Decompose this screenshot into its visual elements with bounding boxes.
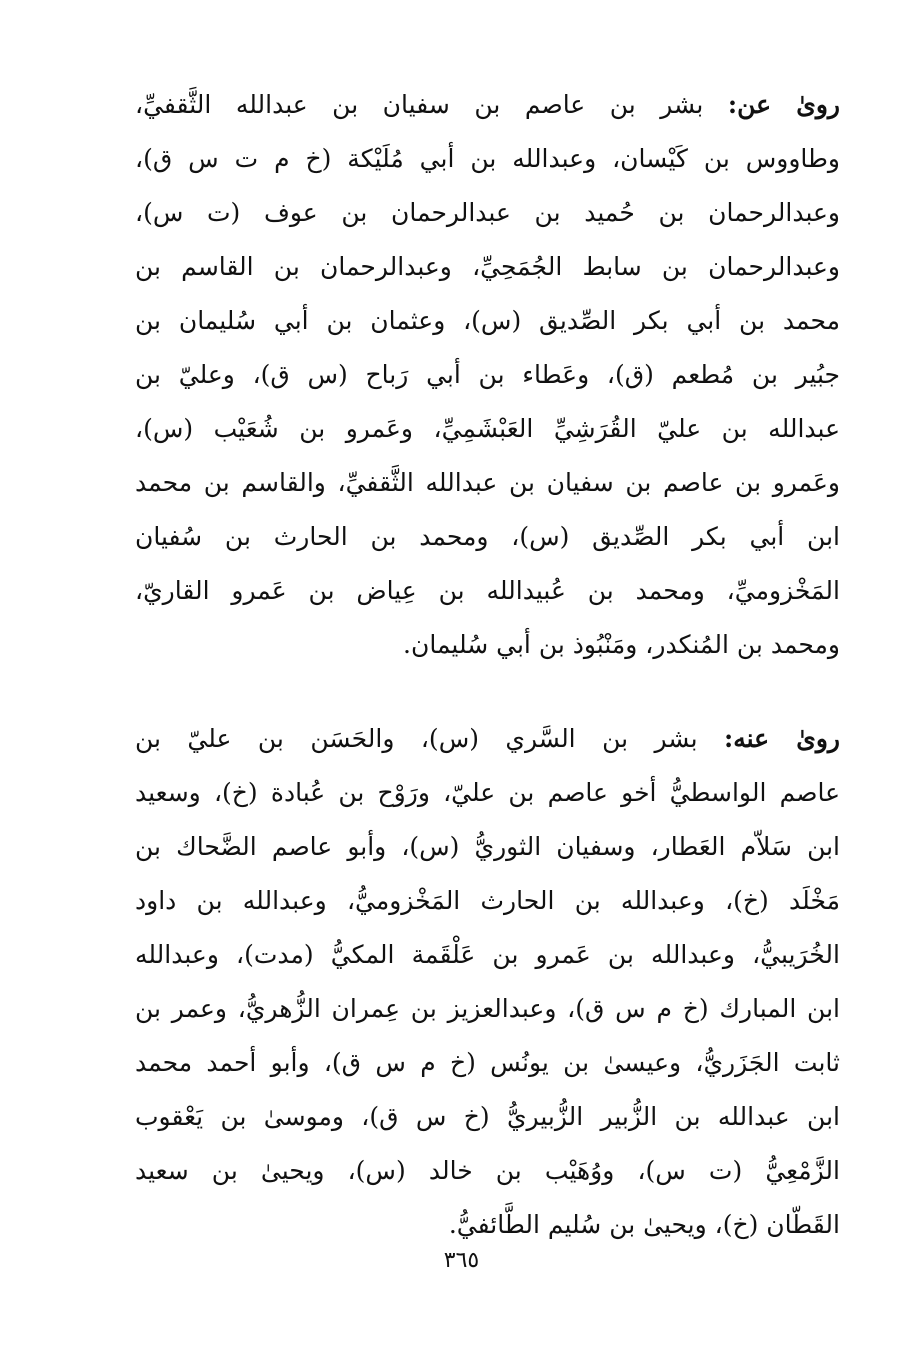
text-line: ومحمد بن المُنكدر، ومَنْبُوذ بن أبي سُليمان.: [403, 630, 840, 659]
text-line: الزَّمْعِيُّ (ت س)، ووُهَيْب بن خالد (س)، ويحيىٰ بن سعيد: [135, 1156, 840, 1185]
narrated-by-paragraph: [135, 712, 840, 1252]
text-line: مَخْلَد (خ)، وعبدالله بن الحارث المَخْزوميُّ، وعبدالله بن داود: [135, 886, 840, 915]
text-line: محمد بن أبي بكر الصِّديق (س)، وعثمان بن أبي سُليمان بن: [135, 306, 840, 335]
text-line: جبُير بن مُطعم (ق)، وعَطاء بن أبي رَباح (س ق)، وعليّ بن: [135, 360, 840, 389]
line-text: بشر بن عاصم بن سفيان بن عبدالله الثَّقفيِّ،: [135, 90, 704, 119]
text-line: عاصم الواسطيُّ أخو عاصم بن عليّ، ورَوْح بن عُبادة (خ)، وسعيد: [135, 778, 840, 807]
text-line: المَخْزوميِّ، ومحمد بن عُبيدالله بن عِياض بن عَمرو القاريّ،: [135, 576, 840, 605]
page-number: ٣٦٥: [443, 1248, 480, 1273]
text-line: الخُرَيبيُّ، وعبدالله بن عَمرو بن عَلْقَمة المكيُّ (مدت)، وعبدالله: [135, 940, 840, 969]
text-line: ابن المبارك (خ م س ق)، وعبدالعزيز بن عِمران الزُّهريُّ، وعمر بن: [135, 994, 840, 1023]
text-line: ابن أبي بكر الصِّديق (س)، ومحمد بن الحارث بن سُفيان: [135, 522, 840, 551]
line-text: بشر بن السَّري (س)، والحَسَن بن عليّ بن: [135, 724, 698, 753]
text-line: وعبدالرحمان بن حُميد بن عبدالرحمان بن عوف (ت س)،: [135, 198, 840, 227]
narrated-by-heading: روىٰ عنه:: [724, 724, 841, 753]
text-line: [135, 78, 840, 132]
text-line: ثابت الجَزَريُّ، وعيسىٰ بن يونُس (خ م س ق)، وأبو أحمد محمد: [135, 1048, 840, 1077]
narrated-from-heading: روىٰ عن:: [727, 90, 841, 119]
text-line: القَطّان (خ)، ويحيىٰ بن سُليم الطَّائفيُّ.: [448, 1210, 840, 1239]
text-line: وطاووس بن كَيْسان، وعبدالله بن أبي مُلَيْكة (خ م ت س ق)،: [135, 144, 840, 173]
text-line: [135, 712, 840, 766]
text-line: وعَمرو بن عاصم بن سفيان بن عبدالله الثَّقفيِّ، والقاسم بن محمد: [135, 468, 840, 497]
narrated-from-paragraph: [135, 78, 840, 672]
text-line: ابن سَلاّم العَطار، وسفيان الثوريُّ (س)، وأبو عاصم الضَّحاك بن: [135, 832, 840, 861]
text-line: ابن عبدالله بن الزُّبير الزُّبيريُّ (خ س ق)، وموسىٰ بن يَعْقوب: [135, 1102, 840, 1131]
text-line: عبدالله بن عليّ القُرَشِيِّ العَبْشَمِيِّ، وعَمرو بن شُعَيْب (س)،: [135, 414, 840, 443]
text-line: وعبدالرحمان بن سابط الجُمَحِيِّ، وعبدالرحمان بن القاسم بن: [135, 252, 840, 281]
